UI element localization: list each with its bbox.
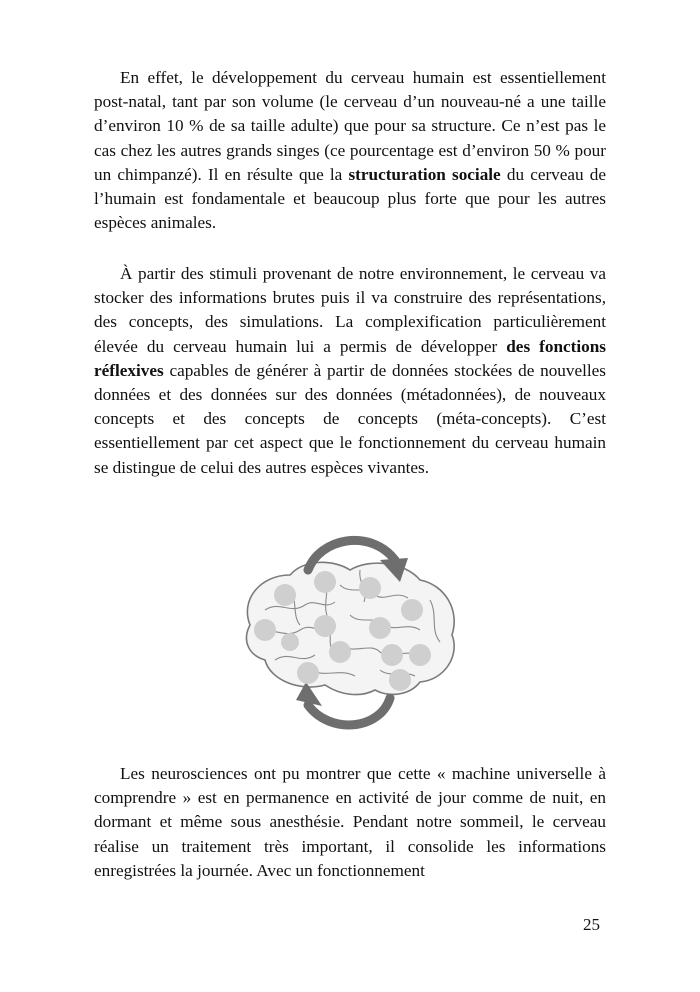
paragraph-1-text-b: du cerveau de l’humain est fondamentale et beaucoup plus forte que pour les autres espèces animales. [94, 164, 606, 233]
paragraph-1 [94, 66, 606, 235]
brain-outline [246, 562, 454, 694]
paragraph-1-text-a: En effet, le développement du cerveau humain est essentiellement post-natal, tant par son volume (le cerveau d’un nouveau-né a une taille d’environ 10 % de sa taille adulte) que pour sa structure. Ce n’est pas le cas chez les autres grands singes (ce pourcentage est d’environ 50 % pour un chimpanzé). Il en résulte que la [94, 68, 606, 184]
concept-node [329, 641, 351, 663]
paragraph-2-text-b: capables de générer à partir de données stockées de nouvelles données et des données sur des données (métadonnées), de nouveaux concepts et des concepts de concepts (méta-concepts). C’est essentiellement par cet aspect que le fonctionnement du cerveau humain se distingue de celui des autres espèces vivantes. [94, 360, 606, 477]
paragraph-1-bold-term: structuration sociale [348, 164, 501, 184]
concept-node [409, 644, 431, 666]
paragraph-2-bold-term: des fonctions réflexives [94, 336, 606, 380]
paragraph-2-text-a: À partir des stimuli provenant de notre environnement, le cerveau va stocker des informations brutes puis il va construire des représentations, des concepts, des simulations. La complexification particulièrement élevée du cerveau humain lui a permis de développer [94, 264, 606, 356]
concept-node [389, 669, 411, 691]
concept-node [297, 662, 319, 684]
paragraph-2 [94, 262, 606, 480]
concept-node [254, 619, 276, 641]
bottom-cycle-arrow [308, 698, 390, 725]
brain-illustration [230, 530, 470, 740]
concept-node [401, 599, 423, 621]
concept-node [274, 584, 296, 606]
brain-figure [230, 530, 470, 740]
concept-node [281, 633, 299, 651]
concept-node [314, 571, 336, 593]
concept-node [381, 644, 403, 666]
concept-node [314, 615, 336, 637]
page-number: 25 [583, 915, 600, 934]
concept-node [369, 617, 391, 639]
paragraph-3 [94, 762, 606, 883]
paragraph-3-text: Les neurosciences ont pu montrer que cette « machine universelle à comprendre » est en permanence en activité de jour comme de nuit, en dormant et même sous anesthésie. Pendant notre sommeil, le cerveau réalise un traitement très important, il consolide les informations enregistrées la journée. Avec un fonctionnement [94, 764, 606, 880]
concept-node [359, 577, 381, 599]
